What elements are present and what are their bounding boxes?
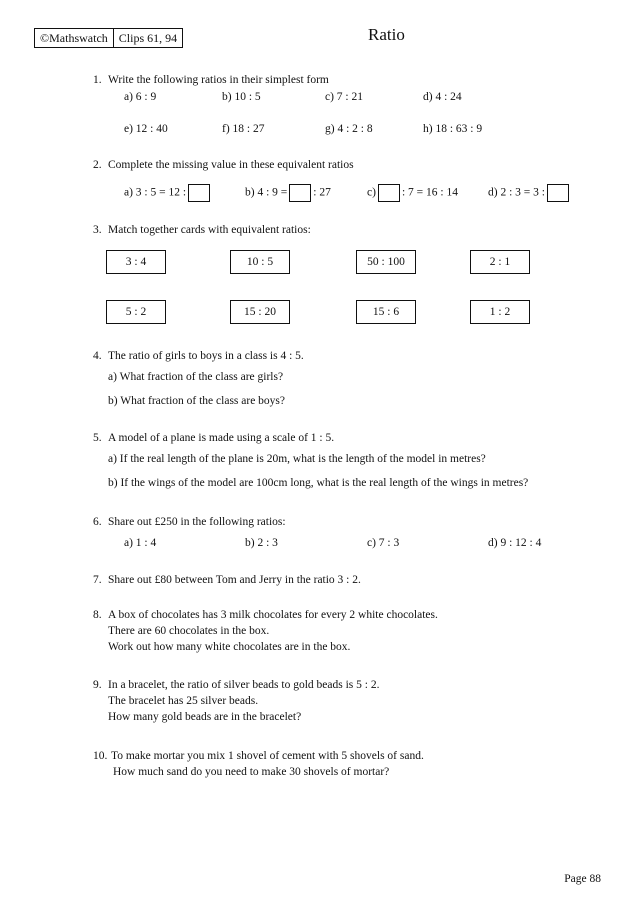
q1-item: e) 12 : 40 <box>124 123 168 135</box>
q2-item-b: b) 4 : 9 = : 27 <box>245 184 331 202</box>
q2-item-a: a) 3 : 5 = 12 : <box>124 184 212 202</box>
question-10 <box>0 748 638 782</box>
question-line: Work out how many white chocolates are in the box. <box>108 641 351 653</box>
question-9 <box>0 677 638 727</box>
question-text: Complete the missing value in these equivalent ratios <box>108 159 354 171</box>
q1-item: d) 4 : 24 <box>423 91 462 103</box>
ratio-card[interactable]: 15 : 20 <box>230 300 290 324</box>
q6-item: a) 1 : 4 <box>124 537 157 549</box>
question-text: Share out £80 between Tom and Jerry in the ratio 3 : 2. <box>108 574 361 586</box>
question-line: A box of chocolates has 3 milk chocolates for every 2 white chocolates. <box>108 609 438 621</box>
question-line: There are 60 chocolates in the box. <box>108 625 270 637</box>
clips-label: Clips 61, 94 <box>113 29 182 47</box>
q5-part-b: b) If the wings of the model are 100cm long, what is the real length of the wings in metres? <box>108 477 529 489</box>
question-text: The ratio of girls to boys in a class is 4 : 5. <box>108 350 304 362</box>
question-number: 8. <box>93 609 102 621</box>
q1-item: g) 4 : 2 : 8 <box>325 123 373 135</box>
q1-item: a) 6 : 9 <box>124 91 157 103</box>
question-8 <box>0 607 638 657</box>
q5-part-a: a) If the real length of the plane is 20m, what is the length of the model in metres? <box>108 453 486 465</box>
question-line: In a bracelet, the ratio of silver beads to gold beads is 5 : 2. <box>108 679 380 691</box>
question-number: 5. <box>93 432 102 444</box>
page-number: Page 88 <box>564 873 601 885</box>
question-text: Share out £250 in the following ratios: <box>108 516 286 528</box>
ratio-card[interactable]: 3 : 4 <box>106 250 166 274</box>
q4-part-b: b) What fraction of the class are boys? <box>108 395 286 407</box>
answer-box[interactable] <box>378 184 400 202</box>
question-number: 4. <box>93 350 102 362</box>
q6-item: d) 9 : 12 : 4 <box>488 537 542 549</box>
ratio-card[interactable]: 2 : 1 <box>470 250 530 274</box>
answer-box[interactable] <box>188 184 210 202</box>
q6-item: c) 7 : 3 <box>367 537 400 549</box>
q4-part-a: a) What fraction of the class are girls? <box>108 371 284 383</box>
q2-item-d: d) 2 : 3 = 3 : <box>488 184 571 202</box>
question-text: Match together cards with equivalent ratios: <box>108 224 311 236</box>
copyright-label: ©Mathswatch <box>40 31 108 45</box>
q1-item: h) 18 : 63 : 9 <box>423 123 483 135</box>
question-number: 6. <box>93 516 102 528</box>
question-number: 1. <box>93 74 102 86</box>
question-number: 10. <box>93 750 108 762</box>
header-box <box>34 28 183 48</box>
q6-item: b) 2 : 3 <box>245 537 278 549</box>
question-line: To make mortar you mix 1 shovel of cement with 5 shovels of sand. <box>111 750 424 762</box>
question-line: How much sand do you need to make 30 shovels of mortar? <box>113 766 390 778</box>
ratio-card[interactable]: 1 : 2 <box>470 300 530 324</box>
page-title: Ratio <box>368 25 405 44</box>
q1-item: b) 10 : 5 <box>222 91 261 103</box>
ratio-card[interactable]: 15 : 6 <box>356 300 416 324</box>
question-number: 2. <box>93 159 102 171</box>
question-number: 7. <box>93 574 102 586</box>
question-number: 9. <box>93 679 102 691</box>
question-text: A model of a plane is made using a scale of 1 : 5. <box>108 432 335 444</box>
ratio-card[interactable]: 5 : 2 <box>106 300 166 324</box>
question-line: How many gold beads are in the bracelet? <box>108 711 302 723</box>
ratio-card[interactable]: 10 : 5 <box>230 250 290 274</box>
question-number: 3. <box>93 224 102 236</box>
ratio-card[interactable]: 50 : 100 <box>356 250 416 274</box>
q2-item-c: c) : 7 = 16 : 14 <box>367 184 458 202</box>
answer-box[interactable] <box>547 184 569 202</box>
question-line: The bracelet has 25 silver beads. <box>108 695 259 707</box>
q1-item: f) 18 : 27 <box>222 123 265 135</box>
q1-item: c) 7 : 21 <box>325 91 364 103</box>
answer-box[interactable] <box>289 184 311 202</box>
question-text: Write the following ratios in their simplest form <box>108 74 329 86</box>
